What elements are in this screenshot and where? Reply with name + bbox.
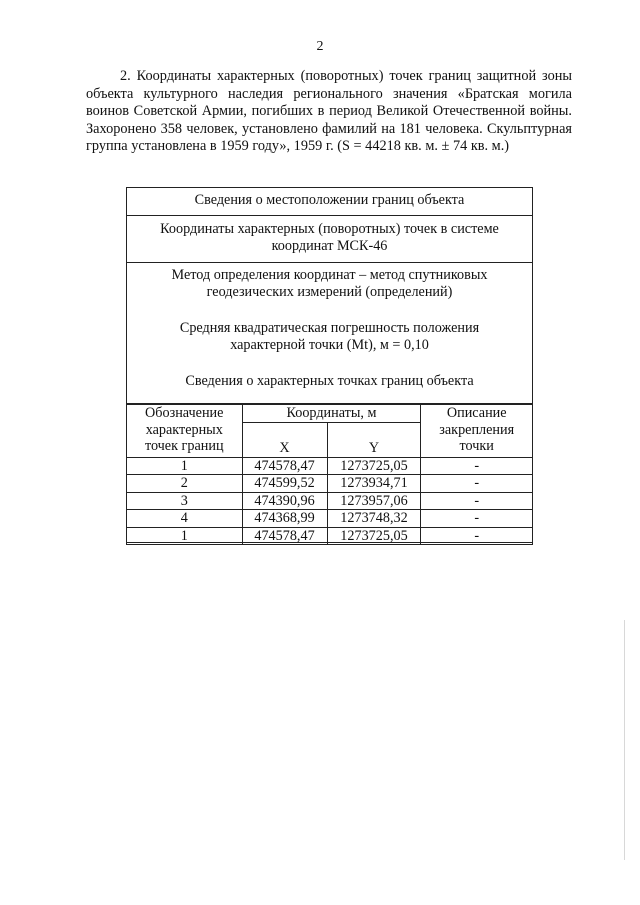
table-row	[127, 475, 533, 493]
coordinates-table	[126, 404, 533, 545]
coordinate-system-line-1: Координаты характерных (поворотных) точек в системе	[160, 221, 499, 237]
y-cell: 1273934,71	[327, 475, 421, 493]
point-cell: 3	[127, 492, 243, 510]
y-cell: 1273957,06	[327, 492, 421, 510]
description-header-line-3: точки	[459, 438, 494, 454]
method-cell	[127, 263, 532, 404]
table-title	[127, 188, 532, 216]
zone-description-text: 2. Координаты характерных (поворотных) точек границ защитной зоны объекта культурного наследия регионального значения «Братская могила воинов Советской Армии, погибших в период Великой Отечественной войны. Захоронено 358 человек, установлено фамилий на 181 человека. Скульптурная группа установлена в 1959 году», 1959 г. (S = 44218 кв. м. ± 74 кв. м.)	[86, 68, 572, 155]
x-cell: 474578,47	[242, 527, 327, 545]
description-cell: -	[421, 510, 533, 528]
coordinate-system-cell	[127, 216, 532, 263]
x-header: X	[242, 422, 327, 457]
point-cell: 1	[127, 457, 243, 475]
boundary-info-table	[126, 187, 533, 543]
description-cell: -	[421, 457, 533, 475]
table-title-text: Сведения о местоположении границ объекта	[194, 192, 465, 208]
description-header	[421, 405, 533, 458]
description-cell: -	[421, 475, 533, 493]
y-cell: 1273748,32	[327, 510, 421, 528]
designation-header-line-1: Обозначение	[145, 405, 224, 421]
y-cell: 1273725,05	[327, 457, 421, 475]
error-line-2: характерной точки (Mt), м = 0,10	[230, 337, 429, 353]
zone-description-paragraph	[86, 68, 572, 156]
description-cell: -	[421, 527, 533, 545]
point-cell: 4	[127, 510, 243, 528]
error-line-1: Средняя квадратическая погрешность положения	[179, 320, 480, 336]
designation-header-line-3: точек границ	[144, 438, 224, 454]
page-number: 2	[316, 39, 324, 54]
method-line-1: Метод определения координат – метод спутниковых	[171, 267, 488, 283]
table-row	[127, 510, 533, 528]
designation-header-line-2: характерных	[145, 421, 223, 438]
table-row	[127, 527, 533, 545]
description-header-line-1: Описание	[446, 405, 507, 421]
table-row	[127, 492, 533, 510]
y-cell: 1273725,05	[327, 527, 421, 545]
points-info-heading: Сведения о характерных точках границ объекта	[185, 373, 474, 389]
x-cell: 474578,47	[242, 457, 327, 475]
x-cell: 474599,52	[242, 475, 327, 493]
scan-edge-line	[624, 620, 625, 860]
method-line-2: геодезических измерений (определений)	[206, 284, 453, 300]
coordinate-system-line-2: координат МСК-46	[271, 238, 388, 254]
description-header-line-2: закрепления	[439, 421, 515, 438]
designation-header	[127, 405, 243, 458]
point-cell: 2	[127, 475, 243, 493]
header-row	[127, 405, 533, 423]
point-cell: 1	[127, 527, 243, 545]
table-row	[127, 457, 533, 475]
y-header: Y	[327, 422, 421, 457]
x-cell: 474368,99	[242, 510, 327, 528]
x-cell: 474390,96	[242, 492, 327, 510]
coordinates-header: Координаты, м	[242, 405, 421, 423]
description-cell: -	[421, 492, 533, 510]
